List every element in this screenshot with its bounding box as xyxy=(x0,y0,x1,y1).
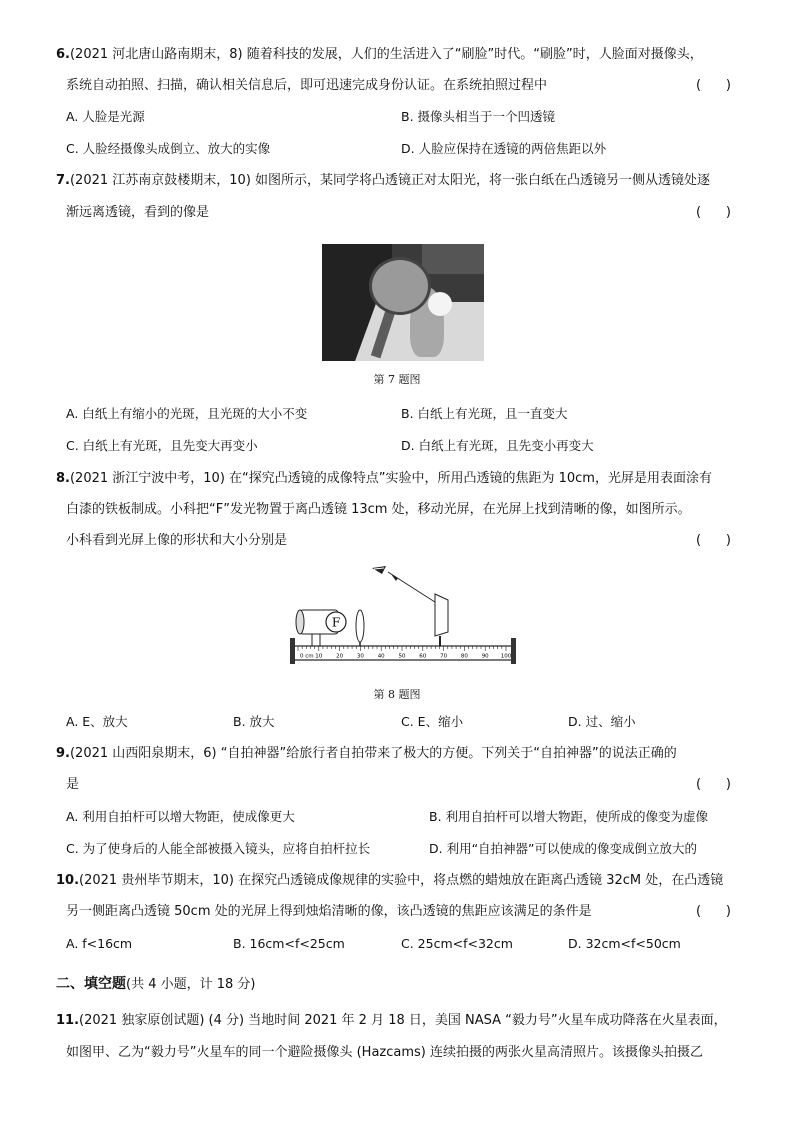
section-2-title: 二、填空题 xyxy=(56,976,126,992)
scale-label: 20 xyxy=(336,653,344,660)
convex-lens xyxy=(356,610,364,642)
q11-line2: 如图甲、乙为“毅力号”火星车的同一个避险摄像头 (Hazcams) 连续拍摄的两张火星高清照片。该摄像头拍摄乙 xyxy=(66,1045,703,1060)
q7-figure-photo xyxy=(322,244,484,361)
scale-label: 10 xyxy=(315,653,323,660)
q9-answer-paren: ( ) xyxy=(696,777,731,792)
q9-line2: 是 xyxy=(66,777,80,792)
q8-option-c: C. E、缩小 xyxy=(401,714,464,729)
q8-line3: 小科看到光屏上像的形状和大小分别是 xyxy=(66,533,288,548)
scale-label: 30 xyxy=(356,653,364,660)
q8-stem-1: (2021 浙江宁波中考，10) 在“探究凸透镜的成像特点”实验中，所用凸透镜的焦距为 10cm，光屏是用表面涂有 xyxy=(69,471,712,486)
light-screen xyxy=(435,594,448,636)
q6-line2: 系统自动拍照、扫描，确认相关信息后，即可迅速完成身份认证。在系统拍照过程中 xyxy=(66,78,548,93)
q7-line1 xyxy=(56,172,710,190)
q9-option-b: B. 利用自拍杆可以增大物距，使所成的像变为虚像 xyxy=(429,809,709,824)
q7-option-d: D. 白纸上有光斑，且先变小再变大 xyxy=(401,438,594,453)
q8-optical-bench-figure xyxy=(290,560,520,670)
section-2-subtitle: (共 4 小题，计 18 分) xyxy=(126,977,256,992)
q9-option-a: A. 利用自拍杆可以增大物距，使成像更大 xyxy=(66,809,295,824)
f-letter: F xyxy=(331,615,341,630)
q9-number: 9. xyxy=(56,746,70,761)
q6-option-d: D. 人脸应保持在透镜的两倍焦距以外 xyxy=(401,141,607,156)
q7-line2: 渐远离透镜，看到的像是 xyxy=(66,205,210,220)
q6-stem-1: (2021 河北唐山路南期末，8) 随着科技的发展，人们的生活进入了“刷脸”时代。“刷脸”时，人脸面对摄像头， xyxy=(69,47,703,62)
q7-answer-paren: ( ) xyxy=(696,205,731,220)
q10-line1 xyxy=(56,872,723,890)
q11-stem-1: (2021 独家原创试题) (4 分) 当地时间 2021 年 2 月 18 日，美国 NASA “毅力号”火星车成功降落在火星表面， xyxy=(79,1013,727,1028)
q10-option-b: B. 16cm<f<25cm xyxy=(233,936,345,951)
q7-number: 7. xyxy=(56,173,70,188)
q8-line1 xyxy=(56,470,712,488)
q11-line1 xyxy=(56,1012,727,1030)
q9-option-d: D. 利用“自拍神器”可以使成的像变成倒立放大的 xyxy=(429,841,698,856)
eye-icon xyxy=(372,566,386,574)
q8-number: 8. xyxy=(56,471,70,486)
rail-end-left xyxy=(290,638,295,664)
section-2-heading xyxy=(56,974,256,995)
q7-figure-caption: 第 7 题图 xyxy=(373,373,421,386)
f-light-source xyxy=(296,610,346,646)
q8-option-a: A. E、放大 xyxy=(66,714,128,729)
scale-label: 0 cm xyxy=(300,653,314,660)
scale-label: 100 xyxy=(500,653,512,660)
q6-option-c: C. 人脸经摄像头成倒立、放大的实像 xyxy=(66,141,271,156)
q10-answer-paren: ( ) xyxy=(696,904,731,919)
q6-number: 6. xyxy=(56,47,70,62)
scale-label: 40 xyxy=(377,653,385,660)
photo-light-spot xyxy=(428,292,452,316)
q10-line2: 另一侧距离凸透镜 50cm 处的光屏上得到烛焰清晰的像，该凸透镜的焦距应该满足的条件是 xyxy=(66,904,592,919)
photo-magnifier-lens xyxy=(369,257,431,315)
q6-line1 xyxy=(56,46,703,64)
q6-option-a: A. 人脸是光源 xyxy=(66,109,145,124)
rail-end-right xyxy=(511,638,516,664)
photo-background xyxy=(422,244,484,274)
scale-label: 90 xyxy=(481,653,489,660)
scale-label: 60 xyxy=(419,653,427,660)
q10-number: 10. xyxy=(56,873,80,888)
q7-option-c: C. 白纸上有光斑，且先变大再变小 xyxy=(66,438,258,453)
q10-stem-1: (2021 贵州毕节期末，10) 在探究凸透镜成像规律的实验中，将点燃的蜡烛放在距离凸透镜 32cM 处，在凸透镜 xyxy=(79,873,724,888)
q9-line1 xyxy=(56,745,677,763)
arrow-head-icon xyxy=(391,574,398,581)
q11-number: 11. xyxy=(56,1013,80,1028)
q10-option-c: C. 25cm<f<32cm xyxy=(401,936,513,951)
q8-answer-paren: ( ) xyxy=(696,533,731,548)
q9-stem-1: (2021 山西阳泉期末，6) “自拍神器”给旅行者自拍带来了极大的方便。下列关于“自拍神器”的说法正确的 xyxy=(69,746,677,761)
scale-label: 80 xyxy=(460,653,468,660)
scale-label: 50 xyxy=(398,653,406,660)
q8-line2: 白漆的铁板制成。小科把“F”发光物置于离凸透镜 13cm 处，移动光屏，在光屏上找到清晰的像，如图所示。 xyxy=(66,502,691,517)
q6-option-b: B. 摄像头相当于一个凹透镜 xyxy=(401,109,556,124)
q7-stem-1: (2021 江苏南京鼓楼期末，10) 如图所示，某同学将凸透镜正对太阳光，将一张白纸在凸透镜另一侧从透镜处逐 xyxy=(69,173,711,188)
q8-option-d: D. 过、缩小 xyxy=(568,714,636,729)
q8-option-b: B. 放大 xyxy=(233,714,275,729)
q10-option-a: A. f<16cm xyxy=(66,936,133,951)
q8-figure-caption: 第 8 题图 xyxy=(373,688,421,701)
q6-answer-paren: ( ) xyxy=(696,78,731,93)
q9-option-c: C. 为了使身后的人能全部被摄入镜头，应将自拍杆拉长 xyxy=(66,841,371,856)
scale-label: 70 xyxy=(440,653,448,660)
q10-option-d: D. 32cm<f<50cm xyxy=(568,936,681,951)
q7-option-b: B. 白纸上有光斑，且一直变大 xyxy=(401,406,568,421)
q7-option-a: A. 白纸上有缩小的光斑，且光斑的大小不变 xyxy=(66,406,308,421)
